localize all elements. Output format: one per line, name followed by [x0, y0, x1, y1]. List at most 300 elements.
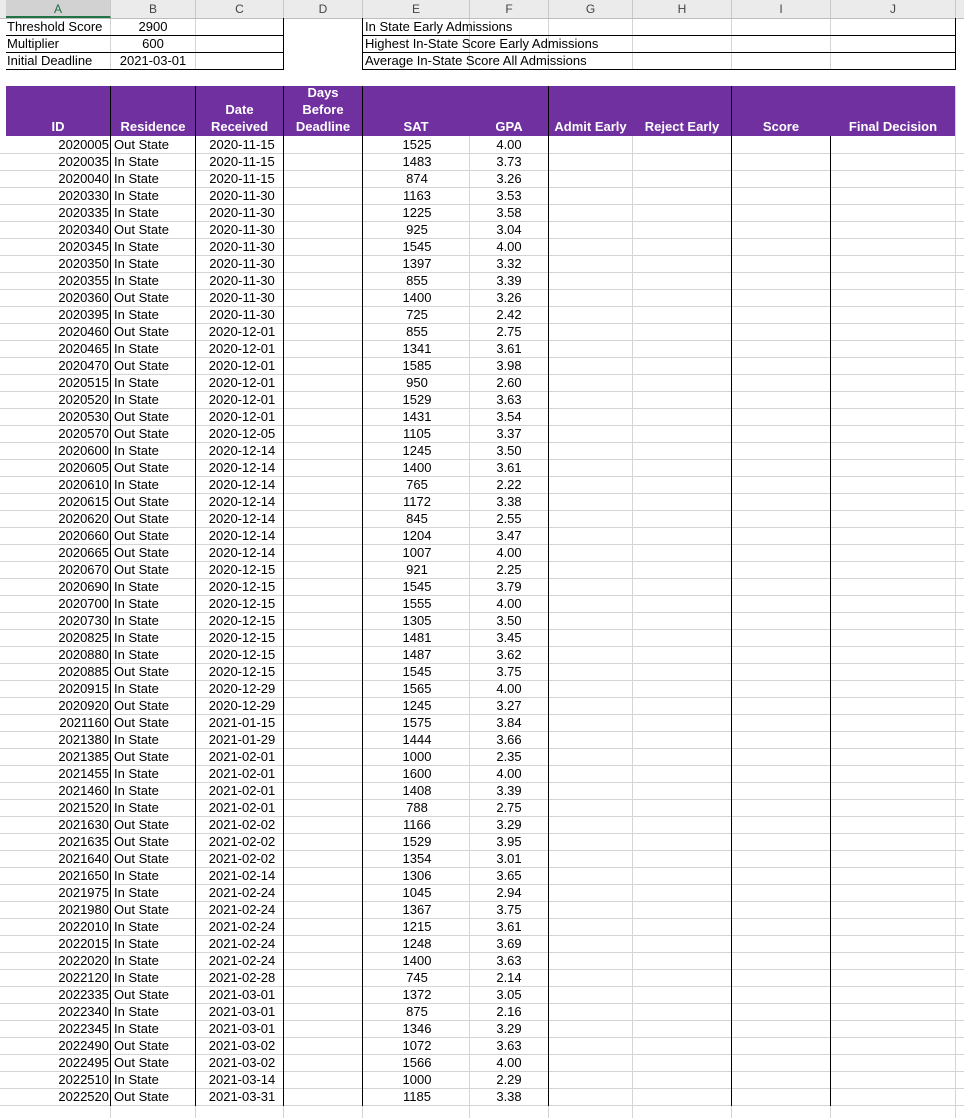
cell-id[interactable]: 2020660 [58, 528, 109, 543]
cell-gpa[interactable]: 3.32 [496, 256, 522, 271]
cell-gpa[interactable]: 2.75 [496, 324, 522, 339]
cell-id[interactable]: 2020605 [58, 460, 109, 475]
cell-date-received[interactable]: 2021-02-14 [208, 868, 276, 883]
cell-gpa[interactable]: 3.63 [496, 1038, 522, 1053]
header-final-decision[interactable]: Final Decision [848, 119, 938, 134]
cell-id[interactable]: 2020005 [58, 137, 109, 152]
cell-date-received[interactable]: 2020-12-14 [208, 528, 276, 543]
cell-residence[interactable]: Out State [114, 137, 169, 152]
cell-gpa[interactable]: 3.75 [496, 664, 522, 679]
cell-id[interactable]: 2021980 [58, 902, 109, 917]
cell-gpa[interactable]: 3.37 [496, 426, 522, 441]
cell-date-received[interactable]: 2021-02-01 [208, 800, 276, 815]
table-row[interactable] [0, 868, 964, 885]
table-row[interactable] [0, 817, 964, 834]
table-row[interactable] [0, 885, 964, 902]
cell-id[interactable]: 2022015 [58, 936, 109, 951]
cell-gpa[interactable]: 3.38 [496, 494, 522, 509]
cell-id[interactable]: 2020570 [58, 426, 109, 441]
cell-date-received[interactable]: 2021-02-24 [208, 902, 276, 917]
cell-sat[interactable]: 1397 [402, 256, 432, 271]
cell-sat[interactable]: 1000 [402, 1072, 432, 1087]
header-score[interactable]: Score [762, 119, 800, 134]
cell-gpa[interactable]: 4.00 [496, 239, 522, 254]
cell-date-received[interactable]: 2020-11-30 [209, 307, 275, 322]
cell-residence[interactable]: Out State [114, 749, 169, 764]
cell-sat[interactable]: 1105 [403, 426, 431, 441]
cell-id[interactable]: 2022010 [58, 919, 109, 934]
header-days-before-deadline[interactable]: Days Before Deadline [295, 85, 351, 134]
average-score-label[interactable]: Average In-State Score All Admissions [365, 53, 587, 68]
cell-sat[interactable]: 1045 [402, 885, 432, 900]
cell-residence[interactable]: Out State [114, 562, 169, 577]
cell-residence[interactable]: Out State [114, 1089, 169, 1104]
cell-sat[interactable]: 1245 [402, 698, 432, 713]
table-row[interactable] [0, 783, 964, 800]
cell-date-received[interactable]: 2020-11-30 [209, 256, 275, 271]
cell-gpa[interactable]: 3.98 [496, 358, 522, 373]
cell-id[interactable]: 2020360 [58, 290, 109, 305]
cell-id[interactable]: 2020885 [58, 664, 109, 679]
column-header-g[interactable]: G [549, 0, 633, 18]
cell-id[interactable]: 2020395 [58, 307, 109, 322]
cell-residence[interactable]: Out State [114, 460, 169, 475]
table-row[interactable] [0, 460, 964, 477]
table-row[interactable] [0, 664, 964, 681]
cell-sat[interactable]: 921 [406, 562, 428, 577]
cell-sat[interactable]: 1565 [402, 681, 432, 696]
table-row[interactable] [0, 596, 964, 613]
cell-id[interactable]: 2021650 [58, 868, 109, 883]
cell-id[interactable]: 2020690 [58, 579, 109, 594]
cell-residence[interactable]: Out State [114, 545, 169, 560]
cell-date-received[interactable]: 2020-12-15 [208, 613, 276, 628]
cell-gpa[interactable]: 2.60 [496, 375, 522, 390]
cell-gpa[interactable]: 4.00 [496, 1055, 522, 1070]
cell-sat[interactable]: 1245 [402, 443, 432, 458]
cell-date-received[interactable]: 2020-12-15 [208, 596, 276, 611]
cell-date-received[interactable]: 2021-03-02 [208, 1055, 276, 1070]
cell-gpa[interactable]: 3.63 [496, 392, 522, 407]
deadline-label[interactable]: Initial Deadline [7, 53, 93, 68]
table-row[interactable] [0, 1072, 964, 1089]
cell-date-received[interactable]: 2020-12-14 [208, 494, 276, 509]
cell-id[interactable]: 2021385 [58, 749, 109, 764]
cell-date-received[interactable]: 2021-02-02 [208, 851, 276, 866]
cell-gpa[interactable]: 3.63 [496, 953, 522, 968]
column-header-a[interactable]: A [6, 0, 111, 18]
cell-id[interactable]: 2020470 [58, 358, 109, 373]
cell-residence[interactable]: In State [114, 630, 159, 645]
cell-gpa[interactable]: 2.35 [496, 749, 522, 764]
highest-score-label[interactable]: Highest In-State Score Early Admissions [365, 36, 599, 51]
table-row[interactable] [0, 919, 964, 936]
cell-residence[interactable]: In State [114, 375, 159, 390]
cell-sat[interactable]: 1072 [402, 1038, 432, 1053]
cell-date-received[interactable]: 2021-02-01 [208, 749, 276, 764]
cell-date-received[interactable]: 2020-11-30 [209, 290, 275, 305]
cell-sat[interactable]: 1007 [402, 545, 432, 560]
cell-id[interactable]: 2022495 [58, 1055, 109, 1070]
cell-date-received[interactable]: 2021-02-24 [208, 936, 276, 951]
table-row[interactable] [0, 443, 964, 460]
cell-sat[interactable]: 1225 [402, 205, 432, 220]
cell-residence[interactable]: Out State [114, 528, 169, 543]
cell-residence[interactable]: In State [114, 273, 159, 288]
cell-id[interactable]: 2020615 [58, 494, 109, 509]
cell-date-received[interactable]: 2021-02-28 [208, 970, 276, 985]
cell-residence[interactable]: Out State [114, 851, 169, 866]
cell-gpa[interactable]: 3.39 [496, 783, 522, 798]
cell-gpa[interactable]: 3.95 [496, 834, 522, 849]
cell-id[interactable]: 2020665 [58, 545, 109, 560]
cell-id[interactable]: 2020825 [58, 630, 109, 645]
cell-id[interactable]: 2021380 [58, 732, 109, 747]
cell-id[interactable]: 2022345 [58, 1021, 109, 1036]
column-header-i[interactable]: I [732, 0, 831, 18]
table-row[interactable] [0, 222, 964, 239]
cell-gpa[interactable]: 2.94 [496, 885, 522, 900]
cell-gpa[interactable]: 3.27 [496, 698, 522, 713]
table-row[interactable] [0, 562, 964, 579]
table-row[interactable] [0, 205, 964, 222]
cell-gpa[interactable]: 3.26 [496, 290, 522, 305]
cell-gpa[interactable]: 4.00 [496, 137, 522, 152]
cell-id[interactable]: 2020330 [58, 188, 109, 203]
cell-date-received[interactable]: 2020-11-15 [209, 171, 275, 186]
cell-residence[interactable]: In State [114, 579, 159, 594]
cell-sat[interactable]: 1346 [402, 1021, 432, 1036]
cell-sat[interactable]: 1545 [402, 239, 432, 254]
cell-gpa[interactable]: 2.22 [496, 477, 522, 492]
cell-residence[interactable]: In State [114, 885, 159, 900]
cell-id[interactable]: 2022520 [58, 1089, 109, 1104]
cell-date-received[interactable]: 2020-12-15 [208, 562, 276, 577]
cell-date-received[interactable]: 2021-02-02 [208, 834, 276, 849]
cell-id[interactable]: 2020465 [58, 341, 109, 356]
cell-date-received[interactable]: 2020-12-14 [208, 477, 276, 492]
cell-date-received[interactable]: 2020-12-15 [208, 647, 276, 662]
cell-date-received[interactable]: 2020-12-01 [208, 341, 276, 356]
table-row[interactable] [0, 579, 964, 596]
cell-residence[interactable]: In State [114, 1004, 159, 1019]
cell-sat[interactable]: 1481 [402, 630, 432, 645]
cell-date-received[interactable]: 2020-11-30 [209, 273, 275, 288]
cell-gpa[interactable]: 2.16 [496, 1004, 522, 1019]
table-row[interactable] [0, 528, 964, 545]
table-row[interactable] [0, 273, 964, 290]
cell-residence[interactable]: Out State [114, 324, 169, 339]
column-header-e[interactable]: E [363, 0, 470, 18]
cell-id[interactable]: 2021640 [58, 851, 109, 866]
cell-date-received[interactable]: 2020-12-01 [208, 392, 276, 407]
cell-gpa[interactable]: 4.00 [496, 545, 522, 560]
cell-residence[interactable]: Out State [114, 222, 169, 237]
cell-residence[interactable]: In State [114, 188, 159, 203]
cell-sat[interactable]: 1483 [402, 154, 432, 169]
cell-sat[interactable]: 1248 [402, 936, 432, 951]
cell-gpa[interactable]: 3.50 [496, 613, 522, 628]
cell-residence[interactable]: In State [114, 1021, 159, 1036]
cell-date-received[interactable]: 2020-12-15 [208, 579, 276, 594]
cell-date-received[interactable]: 2020-12-14 [208, 443, 276, 458]
cell-residence[interactable]: In State [114, 341, 159, 356]
cell-gpa[interactable]: 2.75 [496, 800, 522, 815]
table-row[interactable] [0, 936, 964, 953]
cell-residence[interactable]: In State [114, 154, 159, 169]
cell-sat[interactable]: 1163 [403, 188, 431, 203]
cell-date-received[interactable]: 2021-02-24 [208, 885, 276, 900]
cell-gpa[interactable]: 3.38 [496, 1089, 522, 1104]
cell-id[interactable]: 2022490 [58, 1038, 109, 1053]
cell-id[interactable]: 2021160 [59, 715, 109, 730]
table-row[interactable] [0, 494, 964, 511]
cell-residence[interactable]: Out State [114, 409, 169, 424]
cell-date-received[interactable]: 2020-12-29 [208, 681, 276, 696]
cell-sat[interactable]: 788 [406, 800, 428, 815]
cell-id[interactable]: 2020600 [58, 443, 109, 458]
cell-id[interactable]: 2022120 [58, 970, 109, 985]
table-row[interactable] [0, 256, 964, 273]
column-header-j[interactable]: J [831, 0, 956, 18]
cell-date-received[interactable]: 2020-12-15 [208, 664, 276, 679]
table-row[interactable] [0, 1089, 964, 1106]
column-header-d[interactable]: D [284, 0, 363, 18]
cell-id[interactable]: 2020040 [58, 171, 109, 186]
table-row[interactable] [0, 511, 964, 528]
cell-id[interactable]: 2021455 [58, 766, 109, 781]
table-row[interactable] [0, 681, 964, 698]
cell-gpa[interactable]: 3.01 [496, 851, 522, 866]
cell-id[interactable]: 2020920 [58, 698, 109, 713]
cell-id[interactable]: 2022020 [58, 953, 109, 968]
deadline-value[interactable]: 2021-03-01 [119, 53, 187, 68]
cell-id[interactable]: 2020340 [58, 222, 109, 237]
cell-sat[interactable]: 874 [406, 171, 428, 186]
cell-sat[interactable]: 1600 [402, 766, 432, 781]
cell-sat[interactable]: 925 [406, 222, 428, 237]
table-row[interactable] [0, 902, 964, 919]
cell-gpa[interactable]: 3.50 [496, 443, 522, 458]
cell-residence[interactable]: Out State [114, 664, 169, 679]
cell-date-received[interactable]: 2021-02-01 [208, 783, 276, 798]
cell-gpa[interactable]: 3.53 [496, 188, 522, 203]
cell-date-received[interactable]: 2020-11-15 [209, 137, 275, 152]
cell-id[interactable]: 2020915 [58, 681, 109, 696]
header-gpa[interactable]: GPA [495, 119, 523, 134]
cell-sat[interactable]: 1306 [402, 868, 432, 883]
cell-sat[interactable]: 855 [406, 273, 428, 288]
cell-residence[interactable]: Out State [114, 358, 169, 373]
cell-gpa[interactable]: 3.69 [496, 936, 522, 951]
multiplier-value[interactable]: 600 [142, 36, 164, 51]
cell-sat[interactable]: 1444 [402, 732, 432, 747]
cell-residence[interactable]: In State [114, 936, 159, 951]
table-row[interactable] [0, 970, 964, 987]
cell-id[interactable]: 2020730 [58, 613, 109, 628]
table-row[interactable] [0, 239, 964, 256]
cell-sat[interactable]: 1585 [402, 358, 432, 373]
cell-date-received[interactable]: 2020-11-30 [209, 188, 275, 203]
table-row[interactable] [0, 698, 964, 715]
cell-sat[interactable]: 1341 [402, 341, 432, 356]
cell-residence[interactable]: In State [114, 800, 159, 815]
cell-gpa[interactable]: 3.58 [496, 205, 522, 220]
cell-date-received[interactable]: 2020-11-15 [209, 154, 275, 169]
cell-id[interactable]: 2020620 [58, 511, 109, 526]
table-row[interactable] [0, 987, 964, 1004]
table-row[interactable] [0, 426, 964, 443]
table-row[interactable] [0, 154, 964, 171]
cell-residence[interactable]: Out State [114, 494, 169, 509]
cell-id[interactable]: 2020670 [58, 562, 109, 577]
cell-gpa[interactable]: 2.29 [496, 1072, 522, 1087]
cell-residence[interactable]: In State [114, 868, 159, 883]
cell-gpa[interactable]: 3.47 [496, 528, 522, 543]
cell-residence[interactable]: Out State [114, 987, 169, 1002]
cell-residence[interactable]: Out State [114, 698, 169, 713]
cell-gpa[interactable]: 3.61 [496, 341, 522, 356]
cell-gpa[interactable]: 3.84 [496, 715, 522, 730]
cell-sat[interactable]: 1000 [402, 749, 432, 764]
table-row[interactable] [0, 953, 964, 970]
cell-sat[interactable]: 1215 [402, 919, 432, 934]
table-row[interactable] [0, 477, 964, 494]
cell-gpa[interactable]: 3.45 [496, 630, 522, 645]
cell-residence[interactable]: In State [114, 613, 159, 628]
table-row[interactable] [0, 341, 964, 358]
cell-sat[interactable]: 1400 [402, 953, 432, 968]
cell-date-received[interactable]: 2021-02-24 [208, 953, 276, 968]
cell-sat[interactable]: 745 [406, 970, 428, 985]
table-row[interactable] [0, 358, 964, 375]
cell-gpa[interactable]: 3.04 [496, 222, 522, 237]
table-row[interactable] [0, 766, 964, 783]
cell-sat[interactable]: 725 [406, 307, 428, 322]
header-sat[interactable]: SAT [403, 119, 429, 134]
cell-date-received[interactable]: 2020-12-01 [208, 409, 276, 424]
cell-sat[interactable]: 1487 [402, 647, 432, 662]
cell-gpa[interactable]: 2.25 [496, 562, 522, 577]
cell-sat[interactable]: 1367 [402, 902, 432, 917]
cell-date-received[interactable]: 2021-02-01 [208, 766, 276, 781]
cell-id[interactable]: 2020460 [58, 324, 109, 339]
cell-sat[interactable]: 765 [406, 477, 428, 492]
table-row[interactable] [0, 647, 964, 664]
cell-id[interactable]: 2020035 [58, 154, 109, 169]
header-id[interactable]: ID [51, 119, 65, 134]
table-row[interactable] [0, 545, 964, 562]
column-header-c[interactable]: C [196, 0, 284, 18]
cell-date-received[interactable]: 2020-12-15 [208, 630, 276, 645]
cell-date-received[interactable]: 2021-03-01 [208, 1004, 276, 1019]
cell-sat[interactable]: 1166 [403, 817, 431, 832]
cell-residence[interactable]: Out State [114, 834, 169, 849]
cell-id[interactable]: 2020335 [58, 205, 109, 220]
cell-gpa[interactable]: 3.05 [496, 987, 522, 1002]
cell-gpa[interactable]: 3.62 [496, 647, 522, 662]
cell-gpa[interactable]: 3.29 [496, 1021, 522, 1036]
threshold-label[interactable]: Threshold Score [7, 19, 103, 34]
cell-gpa[interactable]: 3.75 [496, 902, 522, 917]
cell-residence[interactable]: Out State [114, 511, 169, 526]
table-row[interactable] [0, 137, 964, 154]
cell-sat[interactable]: 855 [406, 324, 428, 339]
column-header-h[interactable]: H [633, 0, 732, 18]
cell-residence[interactable]: In State [114, 307, 159, 322]
cell-residence[interactable]: Out State [114, 817, 169, 832]
cell-gpa[interactable]: 4.00 [496, 596, 522, 611]
cell-sat[interactable]: 1555 [402, 596, 432, 611]
cell-date-received[interactable]: 2020-12-01 [208, 358, 276, 373]
header-date-received[interactable]: Date Received [210, 102, 269, 134]
cell-date-received[interactable]: 2021-01-15 [208, 715, 276, 730]
cell-date-received[interactable]: 2020-12-14 [208, 460, 276, 475]
cell-gpa[interactable]: 3.73 [496, 154, 522, 169]
cell-gpa[interactable]: 3.54 [496, 409, 522, 424]
cell-sat[interactable]: 1431 [402, 409, 432, 424]
cell-date-received[interactable]: 2021-03-14 [208, 1072, 276, 1087]
cell-id[interactable]: 2021630 [58, 817, 109, 832]
cell-date-received[interactable]: 2020-12-01 [208, 324, 276, 339]
table-row[interactable] [0, 171, 964, 188]
cell-gpa[interactable]: 2.14 [496, 970, 522, 985]
cell-date-received[interactable]: 2021-03-02 [208, 1038, 276, 1053]
cell-id[interactable]: 2022335 [58, 987, 109, 1002]
cell-residence[interactable]: In State [114, 919, 159, 934]
cell-sat[interactable]: 1566 [402, 1055, 432, 1070]
cell-gpa[interactable]: 4.00 [496, 681, 522, 696]
cell-residence[interactable]: In State [114, 766, 159, 781]
cell-date-received[interactable]: 2020-12-14 [208, 545, 276, 560]
cell-residence[interactable]: In State [114, 732, 159, 747]
table-row[interactable] [0, 1055, 964, 1072]
cell-gpa[interactable]: 3.65 [496, 868, 522, 883]
cell-sat[interactable]: 1545 [402, 579, 432, 594]
cell-sat[interactable]: 1172 [403, 494, 431, 509]
cell-residence[interactable]: In State [114, 1072, 159, 1087]
column-header-f[interactable]: F [470, 0, 549, 18]
cell-gpa[interactable]: 3.66 [496, 732, 522, 747]
cell-sat[interactable]: 1305 [402, 613, 432, 628]
cell-date-received[interactable]: 2021-02-02 [208, 817, 276, 832]
column-header-b[interactable]: B [111, 0, 196, 18]
header-residence[interactable]: Residence [120, 119, 186, 134]
cell-sat[interactable]: 1185 [403, 1089, 431, 1104]
table-row[interactable] [0, 1021, 964, 1038]
cell-sat[interactable]: 1529 [402, 834, 432, 849]
multiplier-label[interactable]: Multiplier [7, 36, 60, 51]
table-row[interactable] [0, 375, 964, 392]
cell-id[interactable]: 2020530 [58, 409, 109, 424]
cell-id[interactable]: 2021520 [58, 800, 109, 815]
cell-residence[interactable]: Out State [114, 290, 169, 305]
table-row[interactable] [0, 324, 964, 341]
cell-id[interactable]: 2022340 [58, 1004, 109, 1019]
cell-id[interactable]: 2021635 [58, 834, 109, 849]
cell-id[interactable]: 2021975 [58, 885, 109, 900]
cell-residence[interactable]: Out State [114, 715, 169, 730]
cell-id[interactable]: 2020880 [58, 647, 109, 662]
cell-gpa[interactable]: 3.26 [496, 171, 522, 186]
cell-residence[interactable]: In State [114, 953, 159, 968]
table-row[interactable] [0, 613, 964, 630]
cell-date-received[interactable]: 2020-11-30 [209, 239, 275, 254]
cell-sat[interactable]: 1204 [402, 528, 432, 543]
cell-residence[interactable]: Out State [114, 1038, 169, 1053]
cell-gpa[interactable]: 2.55 [496, 511, 522, 526]
cell-id[interactable]: 2020700 [58, 596, 109, 611]
